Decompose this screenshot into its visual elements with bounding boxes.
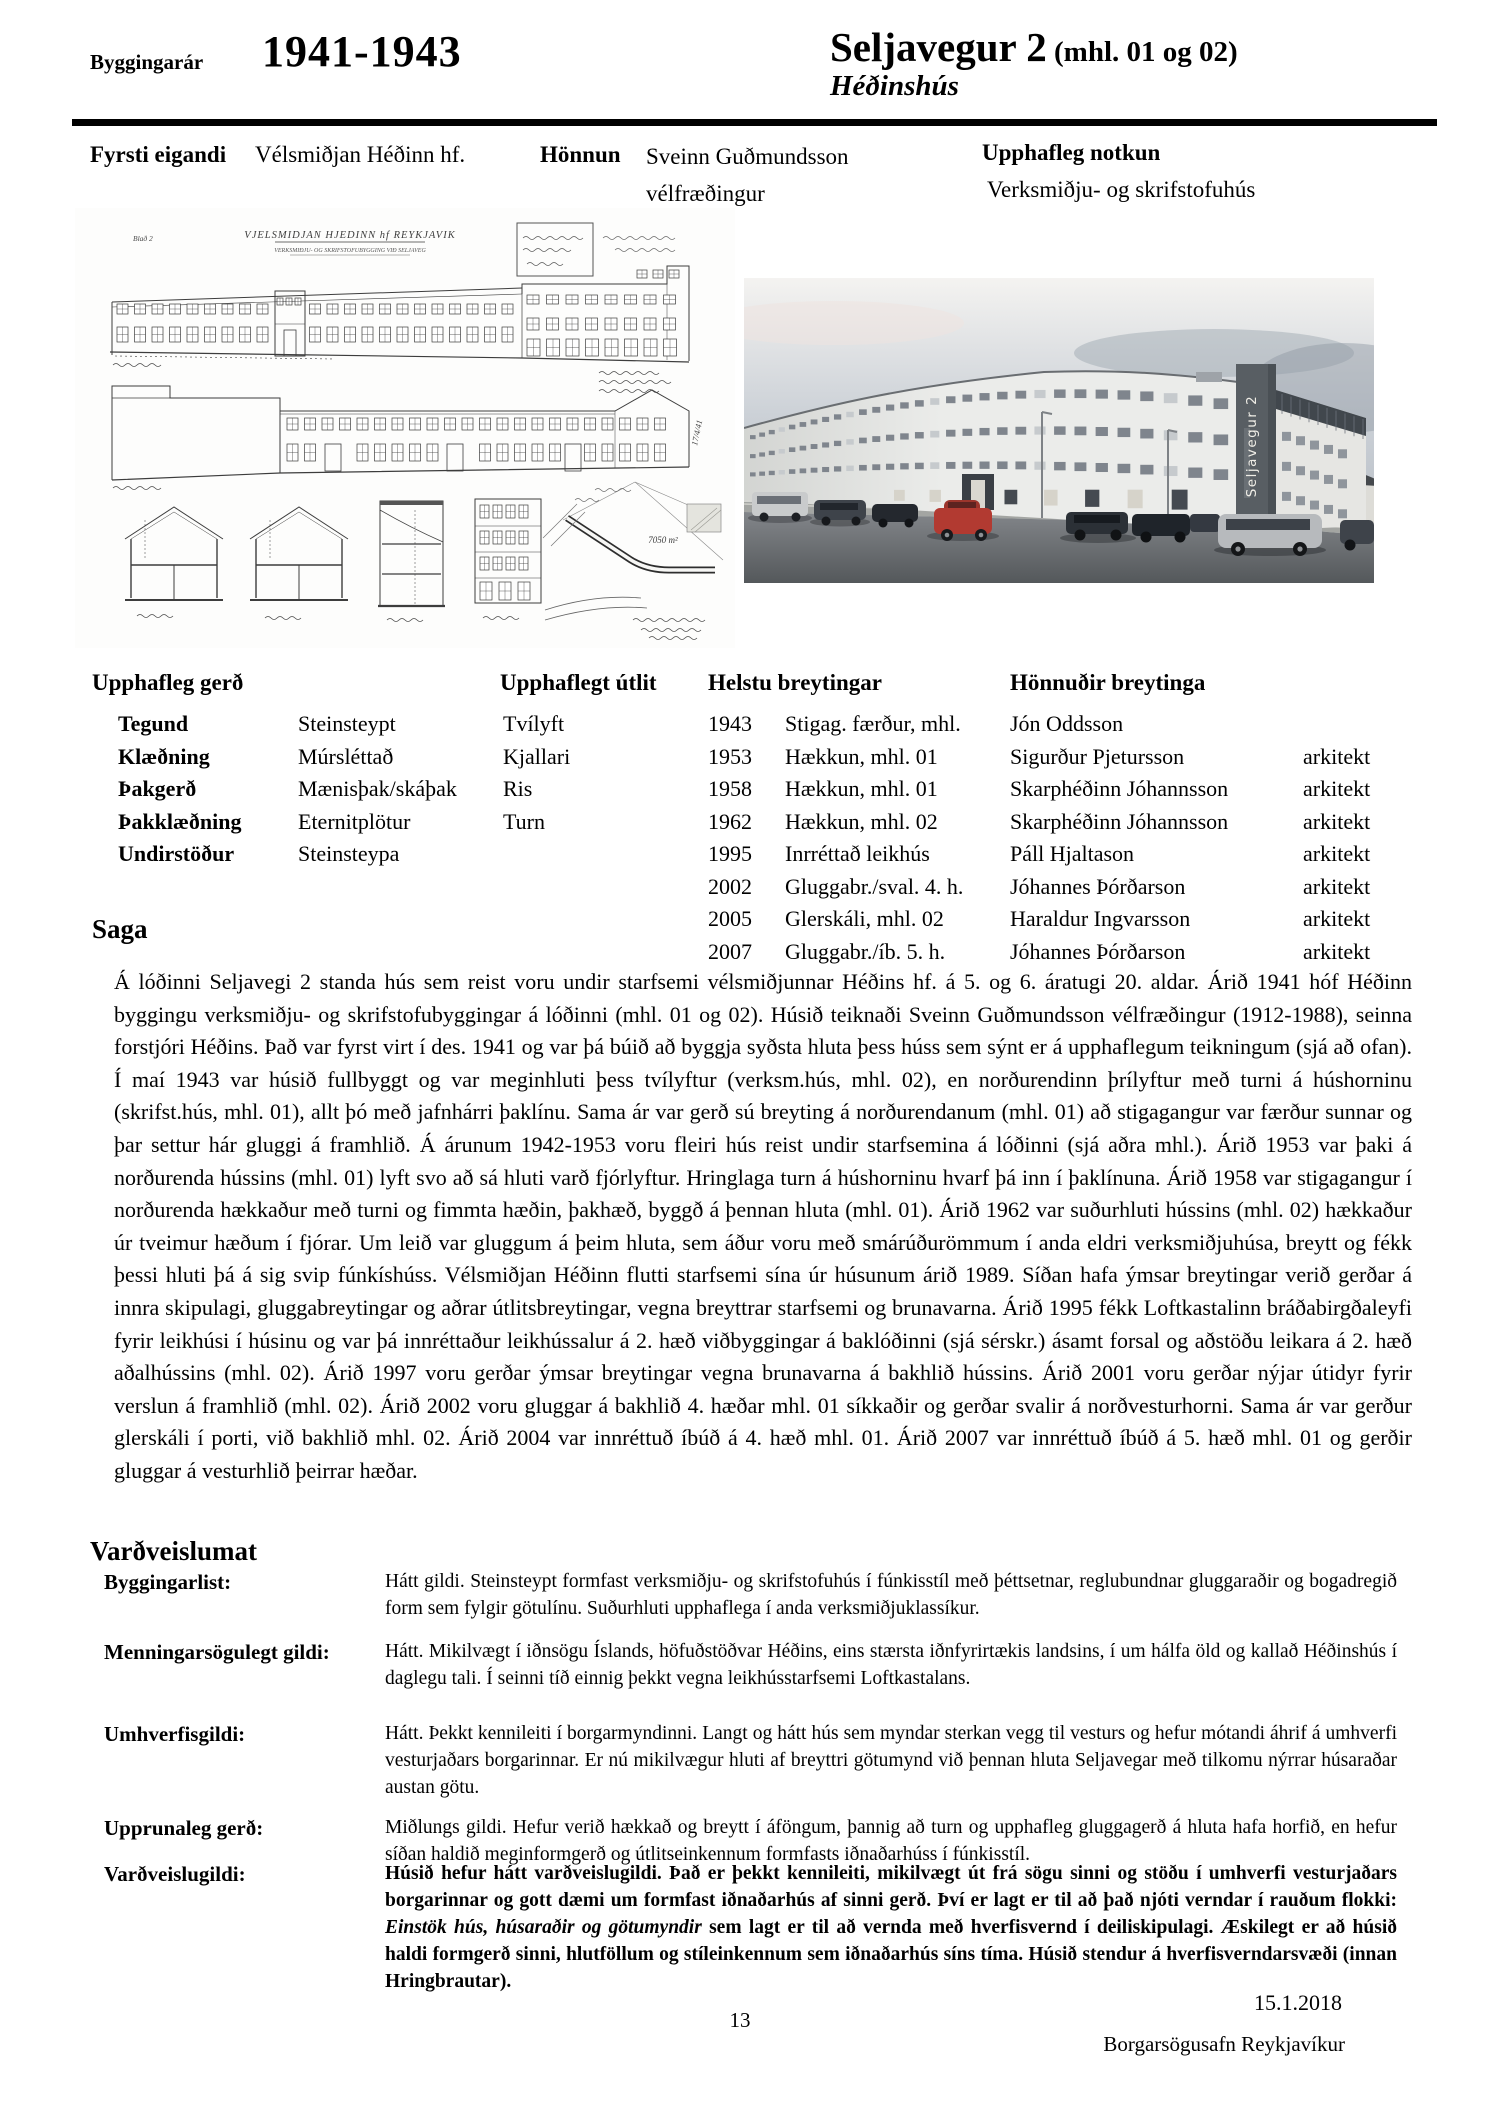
table-row	[118, 708, 457, 741]
table-row	[708, 806, 1008, 839]
preservation-text: Húsið hefur hátt varðveislugildi. Það er þekkt kennileiti, mikilvægt út frá sögu sinni og stöðu í umhverfi vesturjaðars borgarinnar og gott dæmi um formfast iðnaðarhús af sinni gerð. Því er lagt er til að það njóti verndar í rauðum flokki:	[385, 1863, 1397, 1911]
table-row	[1010, 741, 1430, 774]
table-row	[1010, 806, 1430, 839]
designers-table	[1010, 708, 1430, 968]
table-row	[1010, 838, 1430, 871]
designers-title: Hönnuðir breytinga	[1010, 670, 1206, 695]
form-value: Mænisþak/skáþak	[298, 776, 457, 801]
institution-name: Borgarsögusafn Reykjavíkur	[1103, 2032, 1345, 2056]
drawing-date-note: 17/4/41	[689, 418, 705, 447]
change-desc: Hækkun, mhl. 02	[785, 808, 938, 834]
table-row	[1010, 871, 1430, 904]
table-row	[708, 871, 1008, 904]
drawing-sheet-label: Blað 2	[133, 234, 153, 243]
assessment-label: Umhverfisgildi:	[104, 1722, 246, 1746]
changes-title: Helstu breytingar	[708, 670, 882, 695]
table-row	[708, 741, 1008, 774]
table-row	[118, 773, 457, 806]
list-item: Tvílyft	[503, 711, 565, 736]
drawing-title: VJELSMIDJAN HJEDINN hf REYKJAVIK	[244, 230, 456, 241]
form-label: Tegund	[118, 711, 189, 736]
tower-sign-text: Seljavegur 2	[1244, 394, 1260, 498]
table-row	[118, 838, 457, 871]
preservation-value	[385, 1860, 1397, 1995]
table-row	[708, 903, 1008, 936]
designer-name: Skarphéðinn Jóhannsson	[1010, 808, 1229, 834]
change-desc: Stigag. færður, mhl.	[785, 711, 961, 736]
form-value: Steinsteypt	[298, 711, 396, 736]
list-item: Ris	[503, 776, 533, 801]
change-year: 1953	[708, 743, 752, 769]
assessment-value: Hátt. Mikilvægt í iðnsögu Íslands, höfuðstöðvar Héðins, eins stærsta iðnfyrirtækis landsins, í um hálfa öld og kallað Héðinshús í daglegu tali. Í seinni tíð einnig þekkt vegna leikhússtarfsemi Loftkastalans.	[385, 1641, 1397, 1689]
table-row	[1010, 773, 1430, 806]
form-label: Þakgerð	[118, 776, 197, 801]
original-appearance-list	[503, 708, 570, 838]
first-owner-label: Fyrsti eigandi	[90, 142, 227, 167]
designer-role: arkitekt	[1303, 873, 1371, 899]
rooftop-structure	[1196, 372, 1222, 382]
page-title: Seljavegur 2	[830, 24, 1047, 70]
change-year: 1958	[708, 776, 752, 801]
form-label: Klæðning	[118, 743, 210, 769]
header-divider	[72, 119, 1437, 126]
assessment-label: Varðveislugildi:	[104, 1862, 246, 1886]
address-line	[830, 26, 1430, 69]
building-photo-figure	[744, 278, 1374, 583]
assessment-label: Upprunaleg gerð:	[104, 1816, 264, 1840]
designer-name: Skarphéðinn Jóhannsson	[1010, 776, 1229, 801]
saga-title: Saga	[92, 914, 148, 944]
change-desc: Gluggabr./sval. 4. h.	[785, 873, 964, 899]
change-desc: Glerskáli, mhl. 02	[785, 906, 944, 931]
table-row	[118, 806, 457, 839]
table-row	[708, 838, 1008, 871]
address-suffix: (mhl. 01 og 02)	[1046, 36, 1238, 68]
changes-table	[708, 708, 1008, 968]
first-owner-value: Vélsmiðjan Héðinn hf.	[255, 142, 466, 167]
change-year: 2002	[708, 873, 752, 899]
assessment-label: Byggingarlist:	[104, 1570, 232, 1594]
form-value: Eternitplötur	[298, 808, 411, 834]
form-label: Þakklæðning	[118, 808, 242, 834]
table-row	[1010, 936, 1430, 969]
saga-text: Á lóðinni Seljavegi 2 standa hús sem reist voru undir starfsemi vélsmiðjunnar Héðins hf. á 5. og 6. áratugi 20. aldar. Árið 1941 hóf Héðinn byggingu verksmiðju- og skrifstofubyggingar á lóðinni (mhl. 01 og 02). Húsið teiknaði Sveinn Guðmundsson vélfræðingur (1912-1988), seinna forstjóri Héðins. Það var fyrst virt í des. 1941 og var þá búið að byggja syðsta hluta þess húss sem sýnt er á upphaflegum teikningum (sjá að ofan). Í maí 1943 var húsið fullbyggt og var meginhluti þess tvílyftur (verksm.hús, mhl. 02), en norðurendinn þrílyftur með turni á húshorninu (skrifst.hús, mhl. 01), allt þó með jafnhárri þaklínu. Sama ár var gerð sú breyting á norðurendanum (mhl. 01) að stigagangur var færður sunnar og þar settur hár gluggi á framhlið. Á árunum 1942-1953 voru fleiri hús reist undir starfsemina á lóðinni (sjá aðra mhl.). Árið 1953 var þaki á norðurenda hússins (mhl. 01) lyft svo að sá hluti varð fjórlyftur. Hringlaga turn á húshorninu hvarf þá inn í þaklínuna. Árið 1958 var stigagangur í norðurenda hækkaður með turni og fimmta hæðin, þakhæð, byggð á þennan hluta (mhl. 01). Árið 1962 var suðurhluti hússins (mhl. 02) hækkaður úr tveimur hæðum í fjórar. Um leið var gluggum á þeim hluta, sem áður voru með smárúðurömmum í anda eldri verksmiðjuhúsa, breytt og fékk þessi hluti þá á sig svip fúnkíshúss. Vélsmiðjan Héðinn flutti starfsemi sína úr húsunum árið 1989. Síðan hafa ýmsar breytingar verið gerðar á innra skipulagi, gluggabreytingar og aðrar útlitsbreytingar, vegna breyttrar starfsemi og brunavarna. Árið 1995 fékk Loftkastalinn bráðabirgðaleyfi fyrir leikhúsi í húsinu og var þá innréttaður leikhússalur á 2. hæð viðbyggingar á baklóðinni (sjá sérskr.) ásamt forsal og aðstöðu leikara á 2. hæð aðalhússins (mhl. 02). Árið 1997 voru gerðar ýmsar breytingar vegna brunavarna á bakhlið hússins. Árið 2001 voru gerðar nýjar útidyr fyrir verslun á framhlið (mhl. 02). Árið 2002 voru gluggar á bakhlið 4. hæðar mhl. 01 síkkaðir og gerðar svalir á norðvesturhorni. Sama ár var gerður glerskáli í porti, við bakhlið mhl. 02. Árið 2004 var innréttuð íbúð á 4. hæð mhl. 01. Árið 2007 var innréttuð íbúð á 5. hæð mhl. 01 og gerðir gluggar á vesturhlið þeirrar hæðar.	[114, 969, 1412, 1483]
table-row	[1010, 903, 1430, 936]
preservation-category: Einstök hús, húsaraðir og götumyndir	[385, 1917, 702, 1938]
designer-role: arkitekt	[1303, 776, 1371, 801]
table-row	[118, 741, 457, 774]
form-value: Steinsteypa	[298, 841, 400, 866]
original-form-title: Upphafleg gerð	[92, 670, 244, 695]
designer-name: Sigurður Pjetursson	[1010, 743, 1185, 769]
assessment-value: Hátt gildi. Steinsteypt formfast verksmiðju- og skrifstofuhús í fúnkisstíl með þéttsetnar, reglubundnar gluggaraðir og bogadregið form sem fylgir götulínu. Suðurhluti upphaflega í anda verksmiðjuklassíkur.	[385, 1571, 1397, 1619]
assessment-value: Hátt. Þekkt kennileiti í borgarmyndinni. Langt og hátt hús sem myndar sterkan vegg til vesturs og hefur mótandi áhrif á umhverfi vesturjaðars borgarinnar. Er nú mikilvægur hluti af breyttri götumynd við þennan hluta Seljavegar með tilkomu nýrrar húsaraðar austan götu.	[385, 1723, 1397, 1798]
designer-role: arkitekt	[1303, 938, 1371, 964]
assessment-value: Miðlungs gildi. Hefur verið hækkað og breytt í áföngum, þannig að turn og upphafleg gluggagerð á hluta hafa horfið, en hefur síðan haldið meginformgerð og útlitseinkennum formfasts iðnaðarhúss í fúnkisstíl.	[385, 1817, 1397, 1865]
change-desc: Inrréttað leikhús	[785, 841, 930, 866]
change-year: 2005	[708, 906, 752, 931]
assessment-title: Varðveislumat	[90, 1536, 257, 1566]
designer-name: Jóhannes Þórðarson	[1010, 938, 1186, 964]
building-years: 1941-1943	[262, 27, 462, 76]
change-year: 1943	[708, 711, 752, 736]
change-year: 1995	[708, 841, 752, 866]
change-desc: Hækkun, mhl. 01	[785, 743, 938, 769]
original-use-label: Upphafleg notkun	[982, 140, 1161, 165]
designer-title: vélfræðingur	[646, 181, 765, 206]
original-appearance-title: Upphaflegt útlit	[500, 670, 657, 695]
house-name: Héðinshús	[830, 70, 959, 103]
header-address-block	[830, 26, 1430, 101]
site-area-label: 7050 m²	[648, 535, 678, 545]
original-drawing-figure	[75, 208, 735, 648]
report-date: 15.1.2018	[1254, 1990, 1342, 2015]
change-desc: Hækkun, mhl. 01	[785, 776, 938, 801]
list-item: Turn	[503, 808, 545, 834]
building-year-label: Byggingarár	[90, 50, 204, 74]
designer-name: Sveinn Guðmundsson	[646, 144, 849, 169]
designer-role: arkitekt	[1303, 808, 1371, 834]
designer-name: Haraldur Ingvarsson	[1010, 906, 1191, 931]
preservation-text: sem lagt er til að vernda með hverfisvernd í deiliskipulagi. Æskilegt er að húsið haldi formgerð sinni, hlutföllum og stíleinkennum sem iðnaðarhús síns tíma. Húsið stendur á hverfisverndarsvæði (innan Hringbrautar).	[385, 1917, 1398, 1992]
change-year: 1962	[708, 808, 752, 834]
form-label: Undirstöður	[118, 841, 235, 866]
original-form-table	[118, 708, 457, 871]
designer-name: Jón Oddsson	[1010, 711, 1124, 736]
page-number: 13	[729, 2008, 751, 2032]
change-year: 2007	[708, 938, 752, 964]
design-label: Hönnun	[540, 142, 621, 167]
table-row	[708, 773, 1008, 806]
designer-name: Jóhannes Þórðarson	[1010, 873, 1186, 899]
original-use-value: Verksmiðju- og skrifstofuhús	[987, 177, 1256, 202]
change-desc: Gluggabr./íb. 5. h.	[785, 938, 946, 964]
table-row	[708, 936, 1008, 969]
designer-name: Páll Hjaltason	[1010, 841, 1135, 866]
drawing-subtitle: VERKSMIÐJU- OG SKRIFSTOFUBYGGING VIÐ SELJAVEG	[274, 248, 426, 254]
list-item: Kjallari	[503, 743, 571, 769]
designer-role: arkitekt	[1303, 841, 1371, 866]
designer-role: arkitekt	[1303, 906, 1371, 931]
table-row	[1010, 708, 1430, 741]
table-row	[708, 708, 1008, 741]
designer-role: arkitekt	[1303, 743, 1371, 769]
assessment-label: Menningarsögulegt gildi:	[104, 1640, 330, 1664]
form-value: Múrsléttað	[298, 743, 394, 769]
sign-tower	[1236, 364, 1276, 532]
